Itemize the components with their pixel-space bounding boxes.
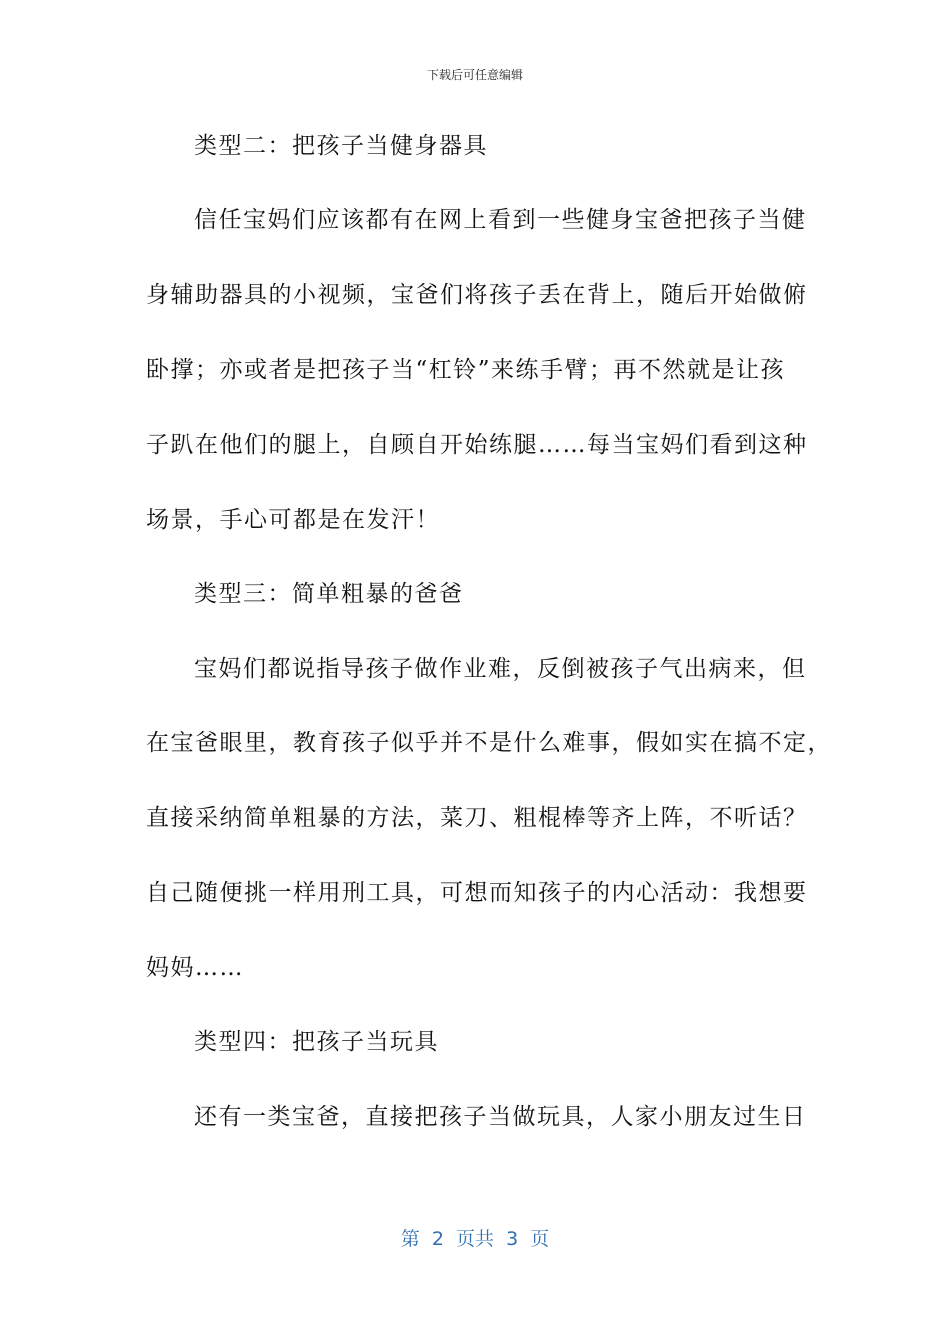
page-footer-page-number: 第 2 页共 3 页 (400, 1228, 550, 1250)
page-header: 下载后可任意编辑 (426, 68, 523, 82)
paragraph-line: 还有一类宝爸，直接把孩子当做玩具，人家小朋友过生日 (194, 1104, 807, 1130)
paragraph-line: 信任宝妈们应该都有在网上看到一些健身宝爸把孩子当健 (194, 207, 807, 233)
paragraph-line: 身辅助器具的小视频，宝爸们将孩子丢在背上，随后开始做俯 (146, 282, 808, 308)
paragraph-line: 宝妈们都说指导孩子做作业难，反倒被孩子气出病来，但 (194, 656, 807, 682)
paragraph-line: 卧撑；亦或者是把孩子当“杠铃”来练手臂；再不然就是让孩 (146, 357, 786, 383)
paragraph-line: 在宝爸眼里，教育孩子似乎并不是什么难事，假如实在搞不定， (146, 730, 832, 756)
paragraph-line: 妈妈…… (146, 955, 244, 981)
paragraph-line: 场景，手心可都是在发汗！ (146, 507, 440, 533)
paragraph-line: 子趴在他们的腿上，自顾自开始练腿……每当宝妈们看到这种 (146, 432, 808, 458)
section-heading-type-4: 类型四：把孩子当玩具 (194, 1029, 439, 1055)
paragraph-line: 直接采纳简单粗暴的方法，菜刀、粗棍棒等齐上阵，不听话？ (146, 805, 808, 831)
section-heading-type-2: 类型二：把孩子当健身器具 (194, 133, 488, 159)
section-heading-type-3: 类型三：简单粗暴的爸爸 (194, 581, 464, 607)
paragraph-line: 自己随便挑一样用刑工具，可想而知孩子的内心活动：我想要 (146, 880, 808, 906)
